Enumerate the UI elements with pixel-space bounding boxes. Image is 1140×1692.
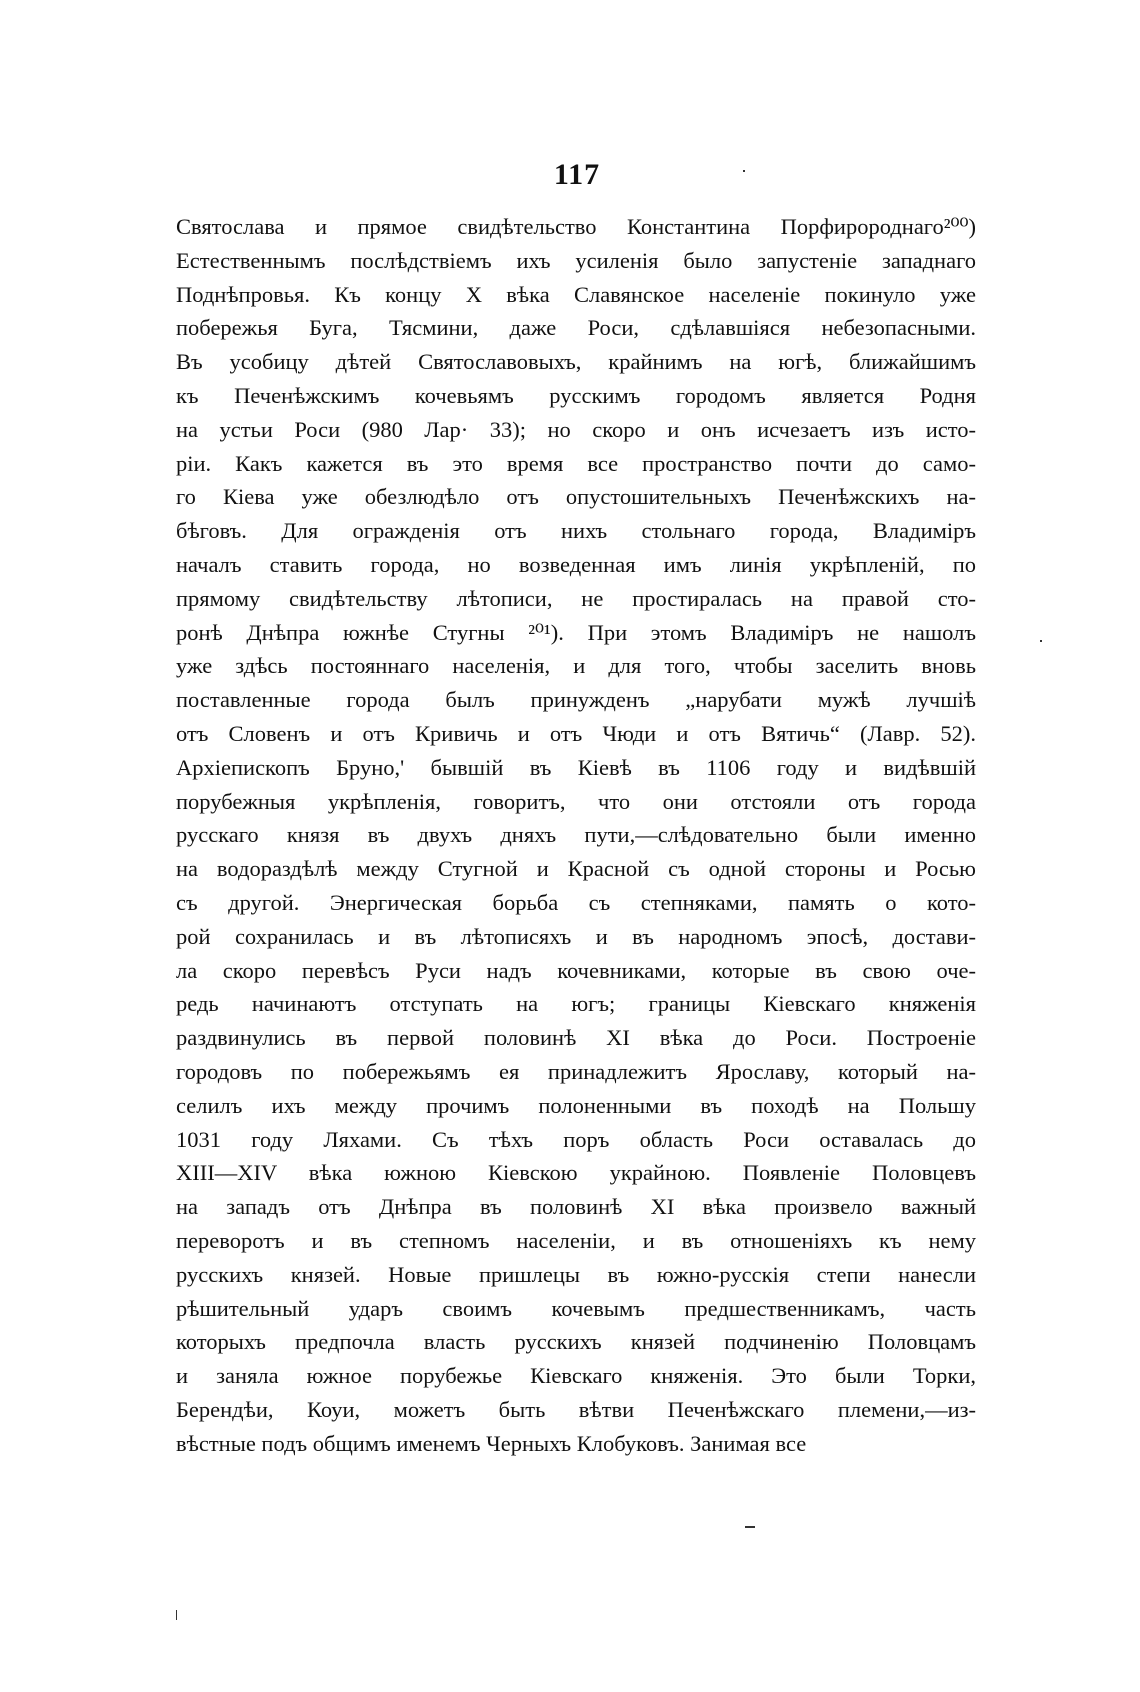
text-line: Архіепископъ Бруно,' бывшій въ Кіевѣ въ 1106 году и видѣвшій (176, 754, 976, 780)
text-line: ріи. Какъ кажется въ это время все пространство почти до само- (176, 450, 976, 476)
text-line: на устьи Роси (980 Лар· 33); но скоро и онъ исчезаетъ изъ исто- (176, 416, 976, 442)
text-line: селилъ ихъ между прочимъ полоненными въ походѣ на Польшу (176, 1092, 976, 1118)
text-line: отъ Словенъ и отъ Кривичь и отъ Чюди и отъ Вятичь“ (Лавр. 52). (176, 720, 976, 746)
text-line: го Кіева уже обезлюдѣло отъ опустошительныхъ Печенѣжскихъ на- (176, 484, 976, 510)
text-line: ла скоро перевѣсъ Руси надъ кочевниками, которые въ свою оче- (176, 957, 976, 983)
text-line: переворотъ и въ степномъ населеніи, и въ отношеніяхъ къ нему (176, 1227, 976, 1253)
text-line: вѣстные подъ общимъ именемъ Черныхъ Клобуковъ. Занимая все (176, 1430, 807, 1456)
text-line: Поднѣпровья. Къ концу X вѣка Славянское населеніе покинуло уже (176, 281, 976, 307)
text-line: Естественнымъ послѣдствіемъ ихъ усиленія было запустеніе западнаго (176, 247, 976, 273)
text-line: порубежныя укрѣпленія, говоритъ, что они отстояли отъ города (176, 788, 976, 814)
text-line: русскихъ князей. Новые пришлецы въ южно-русскія степи нанесли (176, 1261, 976, 1287)
text-line: городовъ по побережьямъ ея принадлежитъ Ярославу, который на- (176, 1058, 976, 1084)
text-line: началъ ставить города, но возведенная имъ линія укрѣпленій, по (176, 551, 976, 577)
scan-speck (743, 170, 745, 172)
text-line: къ Печенѣжскимъ кочевьямъ русскимъ городомъ является Родня (176, 382, 976, 408)
page-number: 117 (553, 158, 601, 191)
text-line: раздвинулись въ первой половинѣ XI вѣка до Роси. Построеніе (176, 1025, 976, 1051)
text-line: рѣшительный ударъ своимъ кочевымъ предшественникамъ, часть (176, 1295, 976, 1321)
scan-speck (176, 1610, 177, 1620)
text-line: поставленные города былъ принужденъ „нарубати мужѣ лучшіѣ (176, 687, 976, 713)
text-line: которыхъ предпочла власть русскихъ князей подчиненію Половцамъ (176, 1329, 976, 1355)
text-line: на водораздѣлѣ между Стугной и Красной съ одной стороны и Росью (176, 856, 976, 882)
text-line: Берендѣи, Коуи, можетъ быть вѣтви Печенѣжскаго племени,—из- (176, 1396, 976, 1422)
text-line: съ другой. Энергическая борьба съ степняками, память о кото- (176, 889, 976, 915)
text-line: уже здѣсь постояннаго населенія, и для того, чтобы заселить вновь (176, 653, 976, 679)
text-line: бѣговъ. Для огражденія отъ нихъ стольнаго города, Владиміръ (176, 518, 976, 544)
text-line: Въ усобицу дѣтей Святославовыхъ, крайнимъ на югѣ, ближайшимъ (176, 349, 976, 375)
text-line: редь начинаютъ отступать на югъ; границы Кіевскаго княженія (176, 991, 976, 1017)
text-line: прямому свидѣтельству лѣтописи, не простиралась на правой сто- (176, 585, 976, 611)
text-line: ронѣ Днѣпра южнѣе Стугны ²⁰¹). При этомъ Владиміръ не нашолъ (176, 619, 976, 645)
text-line: рой сохранилась и въ лѣтописяхъ и въ народномъ эпосѣ, достави- (176, 923, 976, 949)
scan-speck (745, 1526, 755, 1528)
text-line: побережья Буга, Тясмини, даже Роси, сдѣлавшіяся небезопасными. (176, 315, 976, 341)
text-line: и заняла южное порубежье Кіевскаго княженія. Это были Торки, (176, 1363, 976, 1389)
text-line: XIII—XIV вѣка южною Кіевскою украйною. Появленіе Половцевъ (176, 1160, 976, 1186)
text-line: 1031 году Ляхами. Съ тѣхъ поръ область Роси оставалась до (176, 1126, 976, 1152)
text-line: Святослава и прямое свидѣтельство Константина Порфиророднаго²⁰⁰) (176, 214, 976, 239)
text-line: на западъ отъ Днѣпра въ половинѣ XI вѣка произвело важный (176, 1194, 976, 1220)
text-line: русскаго князя въ двухъ дняхъ пути,—слѣдовательно были именно (176, 822, 976, 848)
body-text (176, 210, 976, 1460)
scan-speck (1040, 640, 1042, 642)
